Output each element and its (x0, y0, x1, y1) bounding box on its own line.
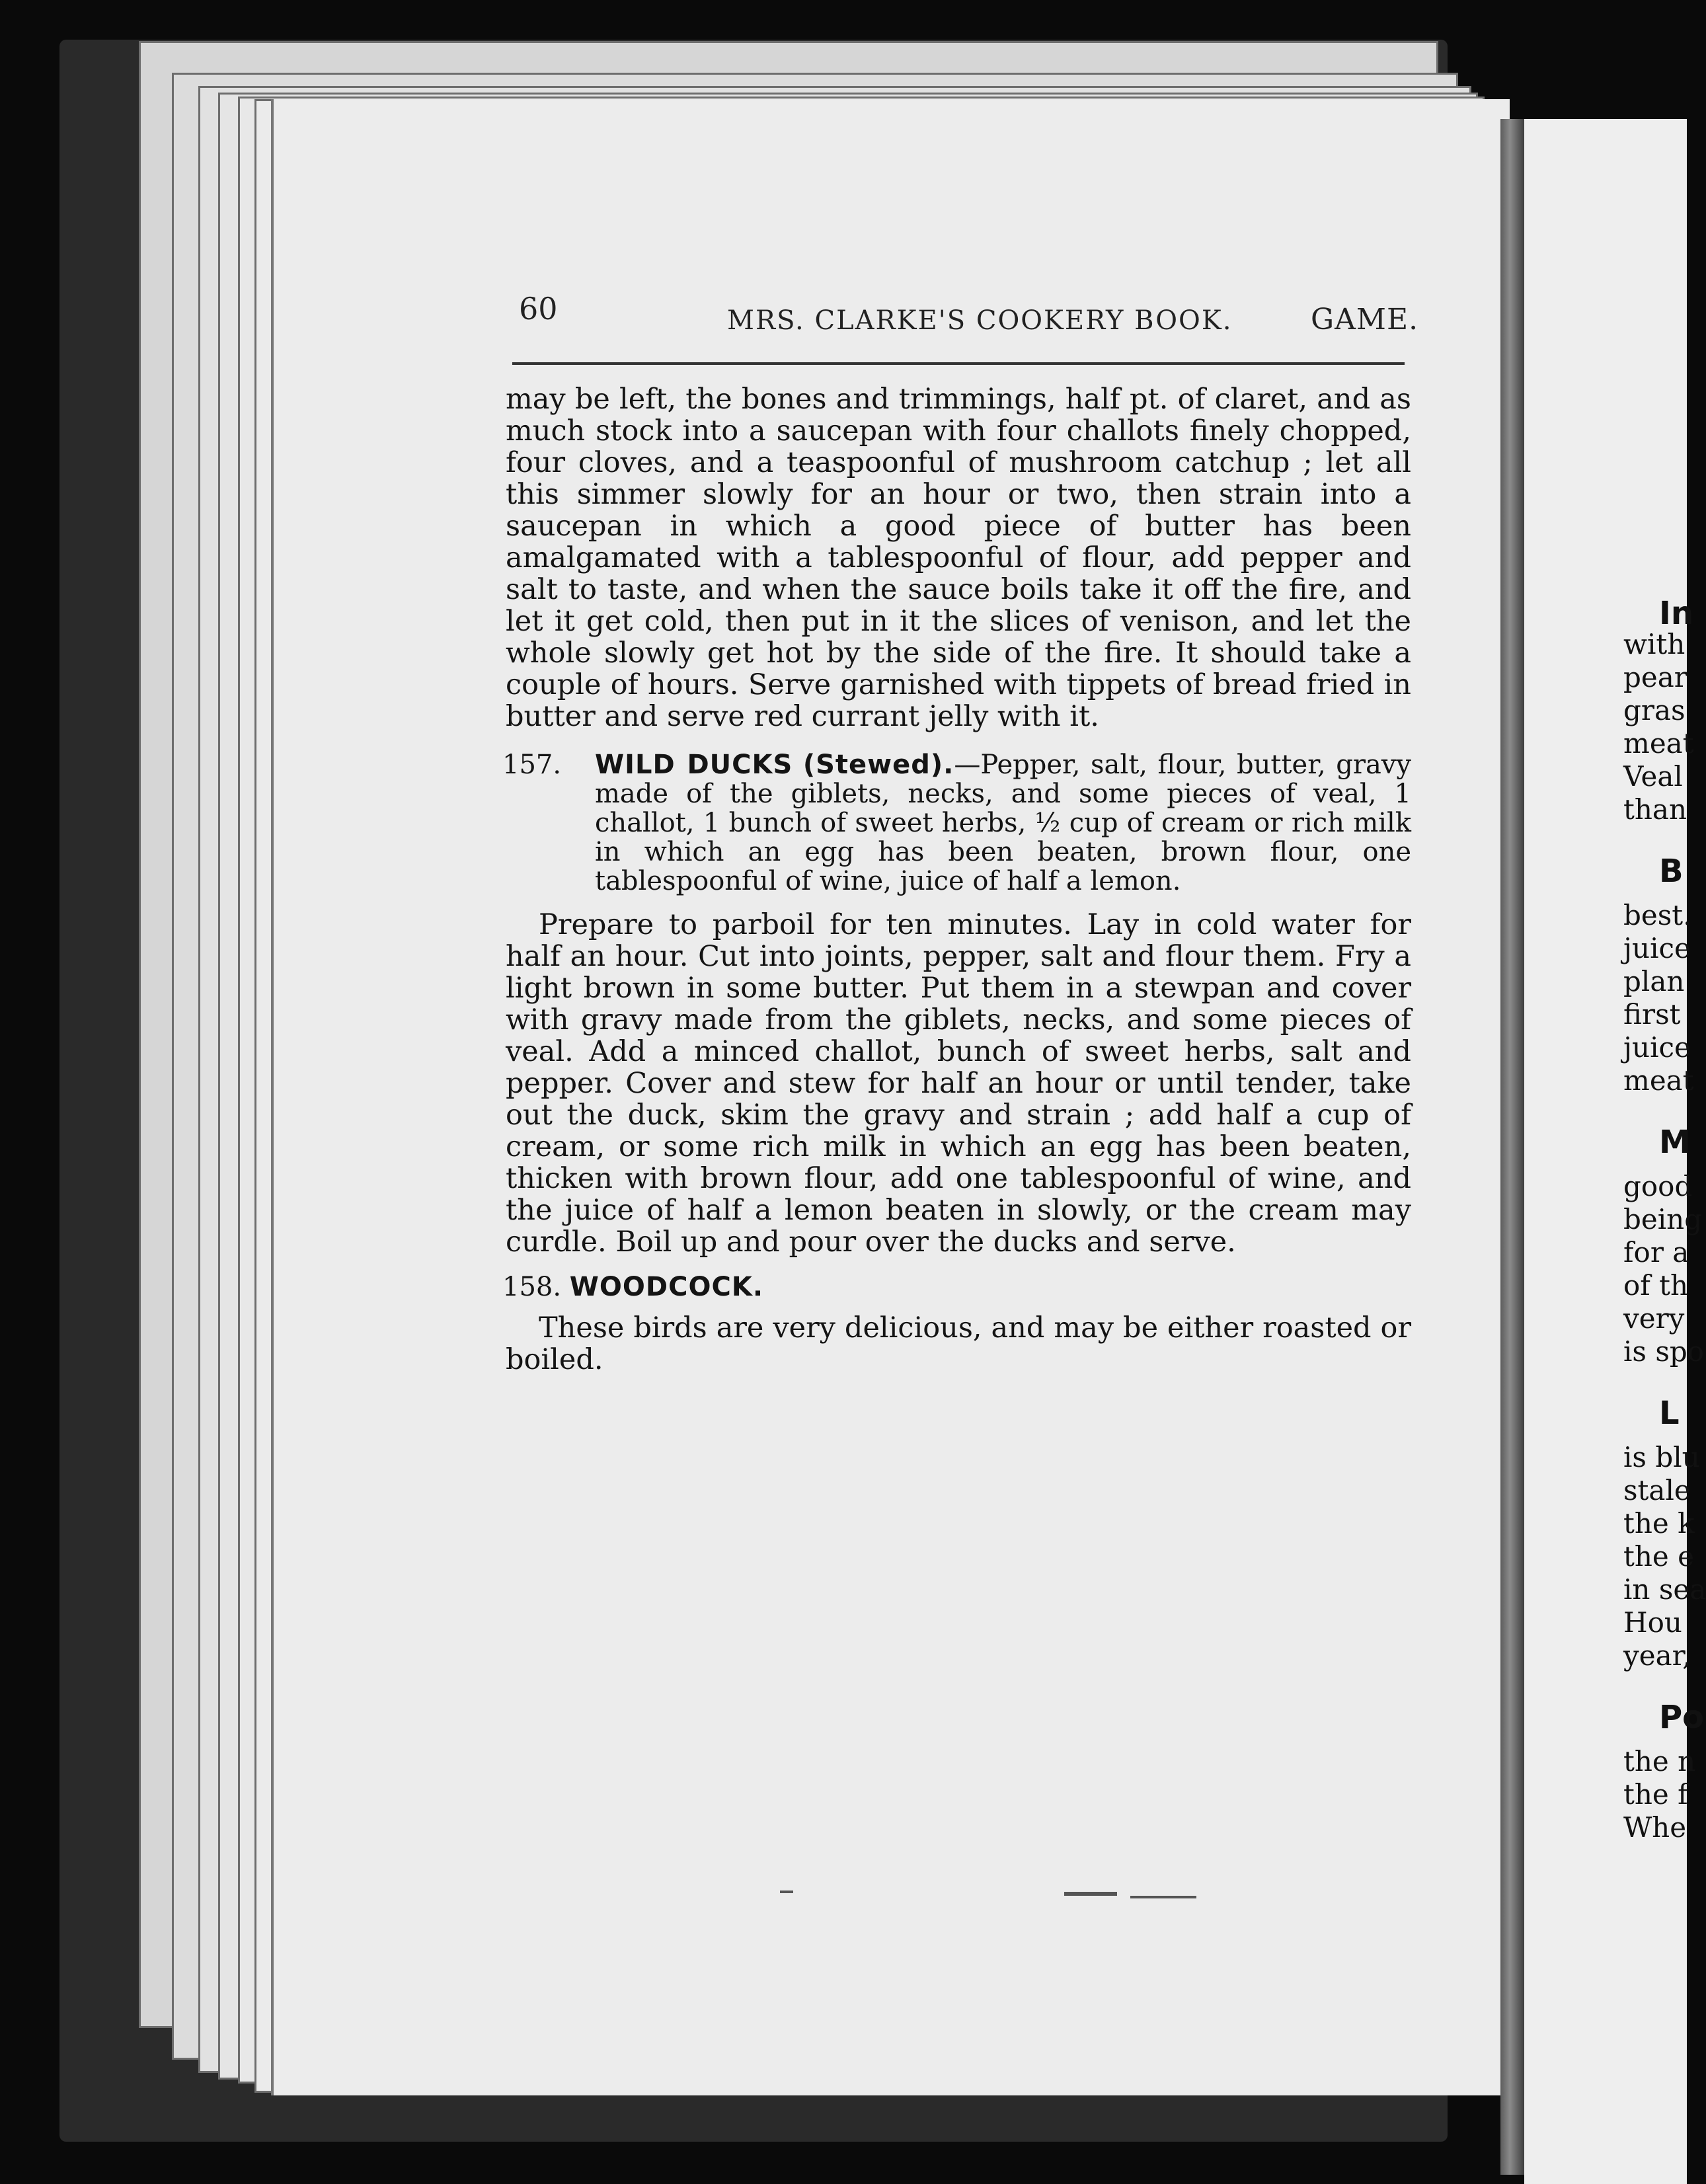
facing-page-text: M (1659, 1124, 1691, 1161)
facing-page-text: good (1623, 1170, 1693, 1202)
ink-mark (1130, 1896, 1196, 1898)
facing-page-text: B (1659, 853, 1684, 890)
ink-mark (780, 1891, 793, 1893)
facing-page-text: Po (1659, 1699, 1705, 1736)
facing-page-text: stale (1623, 1474, 1691, 1506)
facing-page-text: being (1623, 1203, 1703, 1235)
facing-page-text: Whe (1623, 1811, 1687, 1844)
continuation-paragraph (506, 383, 1411, 732)
header-rule (512, 362, 1405, 365)
facing-page-text: Veal (1623, 760, 1683, 793)
page-number: 60 (519, 291, 558, 327)
facing-page-text: L (1659, 1395, 1680, 1432)
facing-page-text: in sea (1623, 1573, 1706, 1606)
recipe-subtitle: (Stewed). (802, 750, 954, 780)
facing-page-text: In (1659, 595, 1694, 632)
recipe-157 (502, 750, 1411, 896)
facing-page-text: meat (1623, 1064, 1694, 1097)
facing-page-text: meat (1623, 727, 1694, 760)
method-text: Prepare to parboil for ten minutes. Lay in cold water for half an hour. Cut into joints, pepper, salt and flour them. Fry a light brown in some butter. Put them in a stewpan and cover with gravy made from the giblets, necks, and some pieces of veal. Add a minced challot, bunch of sweet herbs, salt and pepper. Cover and stew for half an hour or until tender, take out the duck, skim the gravy and strain ; add half a cup of cream, or some rich milk in which an egg has been beaten, thicken with brown flour, add one tablespoonful of wine, and the juice of half a lemon beaten in slowly, or the cream may curdle. Boil up and pour over the ducks and serve. (506, 908, 1411, 1259)
recipe-title: WILD DUCKS (595, 750, 793, 780)
facing-page-text: first (1623, 998, 1681, 1031)
facing-page-text: best. (1623, 899, 1692, 931)
facing-page-text: is spo (1623, 1335, 1705, 1368)
section-title: GAME. (1311, 303, 1419, 336)
facing-page-text: Hou (1623, 1606, 1682, 1639)
recipe-158 (502, 1272, 1411, 1302)
facing-page-text: than (1623, 793, 1687, 826)
recipe-158-method (506, 1312, 1411, 1376)
facing-page-text: gras (1623, 694, 1686, 726)
recipe-157-method (506, 909, 1411, 1258)
facing-page-text: pear (1623, 661, 1687, 693)
facing-page-text: with (1623, 628, 1686, 660)
facing-page-text: juice (1623, 932, 1691, 964)
ink-mark (1064, 1892, 1117, 1896)
facing-page-text: plan (1623, 965, 1685, 997)
recipe-ingredients (595, 750, 1411, 896)
running-title: MRS. CLARKE'S COOKERY BOOK. (727, 305, 1233, 336)
facing-page-text: the n (1623, 1745, 1696, 1777)
facing-page-text: juice (1623, 1031, 1691, 1064)
ingredients-text: —Pepper, salt, flour, butter, gravy made of the giblets, necks, and some pieces of veal, 1 challot, 1 bunch of sweet herbs, ½ cup of cream or rich milk in which an egg has been beaten, brown flour, one tablespoonful of wine, juice of half a lemon. (595, 750, 1411, 896)
facing-page-text: of th (1623, 1269, 1689, 1302)
book-gutter (1500, 119, 1524, 2175)
facing-page-text: very (1623, 1302, 1685, 1335)
facing-page-text: for a (1623, 1236, 1689, 1268)
facing-page-text: the k (1623, 1507, 1695, 1540)
paragraph-text: may be left, the bones and trimmings, half pt. of claret, and as much stock into a saucepan with four challots finely chopped, four cloves, and a teaspoonful of mushroom catchup ; let all this simmer slowly for an hour or two, then strain into a saucepan in which a good piece of butter has been amalgamated with a tablespoonful of flour, add pepper and salt to taste, and when the sauce boils take it off the fire, and let it get cold, then put in it the slices of venison, and let the whole slowly get hot by the side of the fire. It should take a couple of hours. Serve garnished with tippets of bread fried in butter and serve red currant jelly with it. (506, 383, 1411, 733)
facing-page-text: the f (1623, 1778, 1688, 1811)
facing-page-text: is blu (1623, 1441, 1700, 1473)
recipe-number: 157. (502, 750, 562, 780)
facing-page-text: year, (1623, 1639, 1691, 1672)
recipe-number: 158. (502, 1272, 562, 1302)
facing-page (1524, 119, 1706, 2184)
facing-page-text: the e (1623, 1540, 1694, 1573)
recipe-title: WOODCOCK. (569, 1272, 764, 1302)
method-text: These birds are very delicious, and may be either roasted or boiled. (506, 1311, 1411, 1376)
